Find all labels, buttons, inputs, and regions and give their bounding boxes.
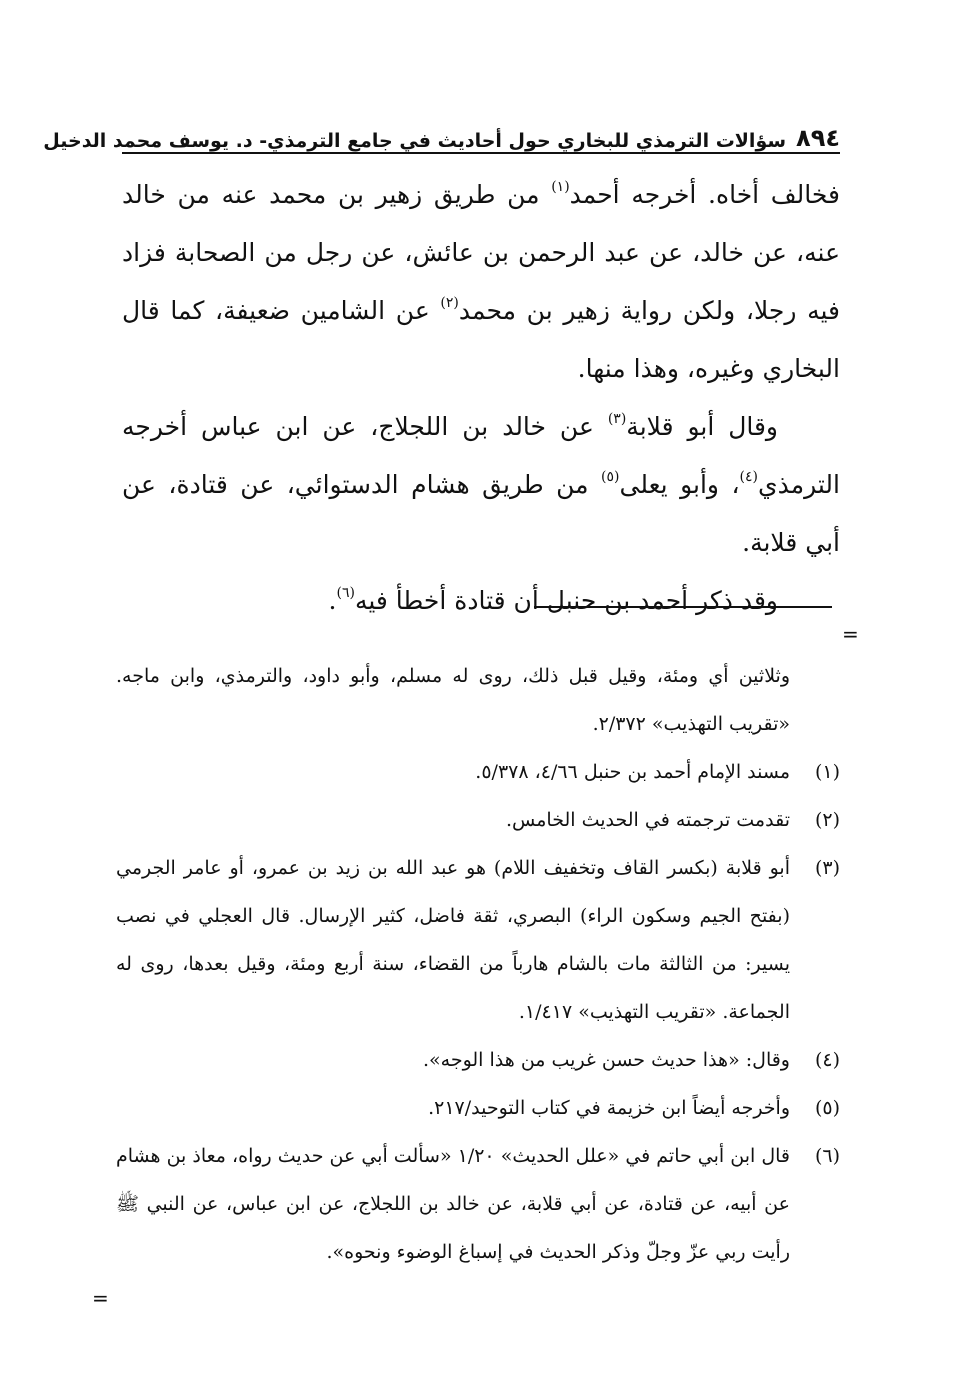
paragraph-text: من طريق زهير بن محمد عنه من خالد عنه، عن خالد، عن عبد الرحمن بن عائش، عن رجل من الصحابة فزاد فيه رجلا، ولكن رواية زهير بن محمد <box>122 180 840 325</box>
footnotes <box>116 652 840 1276</box>
continuation-mark: = <box>842 622 859 646</box>
footnote-ref: (١) <box>551 179 570 195</box>
paragraph-text: ، وأبو يعلى <box>619 470 740 499</box>
paragraph-text: . <box>328 586 337 615</box>
footnote-number: (٤) <box>814 1049 840 1071</box>
paragraph-text: عن خالد بن اللجلاج، عن ابن عباس أخرجه الترمذي <box>122 412 840 499</box>
running-header <box>43 118 840 152</box>
footnote-ref: (٥) <box>601 469 620 485</box>
footnote-text: تقدمت ترجمته في الحديث الخامس. <box>505 809 790 831</box>
footnote-continuation <box>116 652 840 748</box>
end-mark: = <box>92 1286 109 1310</box>
footnote-number: (٢) <box>814 809 840 831</box>
running-title: سؤالات الترمذي للبخاري حول أحاديث في جامع الترمذي- د. يوسف محمد الدخيل <box>43 130 787 152</box>
footnote <box>116 748 840 796</box>
footnote <box>116 796 840 844</box>
footnote-text: قال ابن أبي حاتم في «علل الحديث» ١/٢٠ «سألت أبي عن حديث رواه، معاذ بن هشام عن أبيه، عن قتادة، عن أبي قلابة، عن خالد بن اللجلاج، عن ابن عباس، عن النبي ﷺ رأيت ربي عزّ وجلّ وذكر الحديث في إسباغ الوضوء ونحوه». <box>116 1145 791 1263</box>
paragraph <box>122 572 840 630</box>
footnote <box>116 844 840 1036</box>
footnote-text: وأخرجه أيضاً ابن خزيمة في كتاب التوحيد/٢١٧. <box>428 1097 790 1119</box>
footnote-number: (١) <box>814 761 840 783</box>
footnote <box>116 1132 840 1276</box>
footnote-ref: (٦) <box>336 585 355 601</box>
footnote-number: (٣) <box>814 857 840 879</box>
paragraph-text: وقد ذكر أحمد بن حنبل أن قتادة أخطأ فيه <box>354 586 778 615</box>
footnote <box>116 1036 840 1084</box>
footnote-text: مسند الإمام أحمد بن حنبل ٤/٦٦، ٥/٣٧٨. <box>475 761 790 783</box>
footnote-number: (٦) <box>814 1145 840 1167</box>
footnote-ref: (٢) <box>440 295 459 311</box>
footnote-separator <box>534 606 832 608</box>
paragraph-text: عن الشامين ضعيفة، كما قال البخاري وغيره، وهذا منها. <box>122 296 840 383</box>
footnote-text: وقال: «هذا حديث حسن غريب من هذا الوجه». <box>422 1049 790 1071</box>
footnote-ref: (٤) <box>739 469 759 485</box>
page-number: ٨٩٤ <box>796 124 840 152</box>
footnote-text: وثلاثين أي ومئة، وقيل قبل ذلك، روى له مسلم، وأبو داود، والترمذي، وابن ماجه. «تقريب التهذيب» ٢/٣٧٢. <box>116 665 790 735</box>
paragraph-text: فخالف أخاه. أخرجه أحمد <box>569 180 840 209</box>
footnote <box>116 1084 840 1132</box>
footnote-text: أبو قلابة (بكسر القاف وتخفيف اللام) هو عبد الله بن زيد بن عمرو، أو عامر الجرمي (بفتح الجيم وسكون الراء) البصري، ثقة فاضل، كثير الإرسال. قال العجلي في نصب يسير: من الثالثة مات بالشام هارباً من القضاء، سنة أربع ومئة، وقيل بعدها، روى له الجماعة. «تقريب التهذيب» ١/٤١٧. <box>116 857 790 1023</box>
header-rule <box>122 152 840 154</box>
paragraph <box>122 398 840 572</box>
paragraph-text: وقال أبو قلابة <box>626 412 779 441</box>
paragraph-text: من طريق هشام الدستوائي، عن قتادة، عن أبي قلابة. <box>122 470 840 557</box>
footnote-number: (٥) <box>814 1097 840 1119</box>
main-text <box>122 166 840 630</box>
footnote-ref: (٣) <box>607 411 627 427</box>
paragraph <box>122 166 840 398</box>
